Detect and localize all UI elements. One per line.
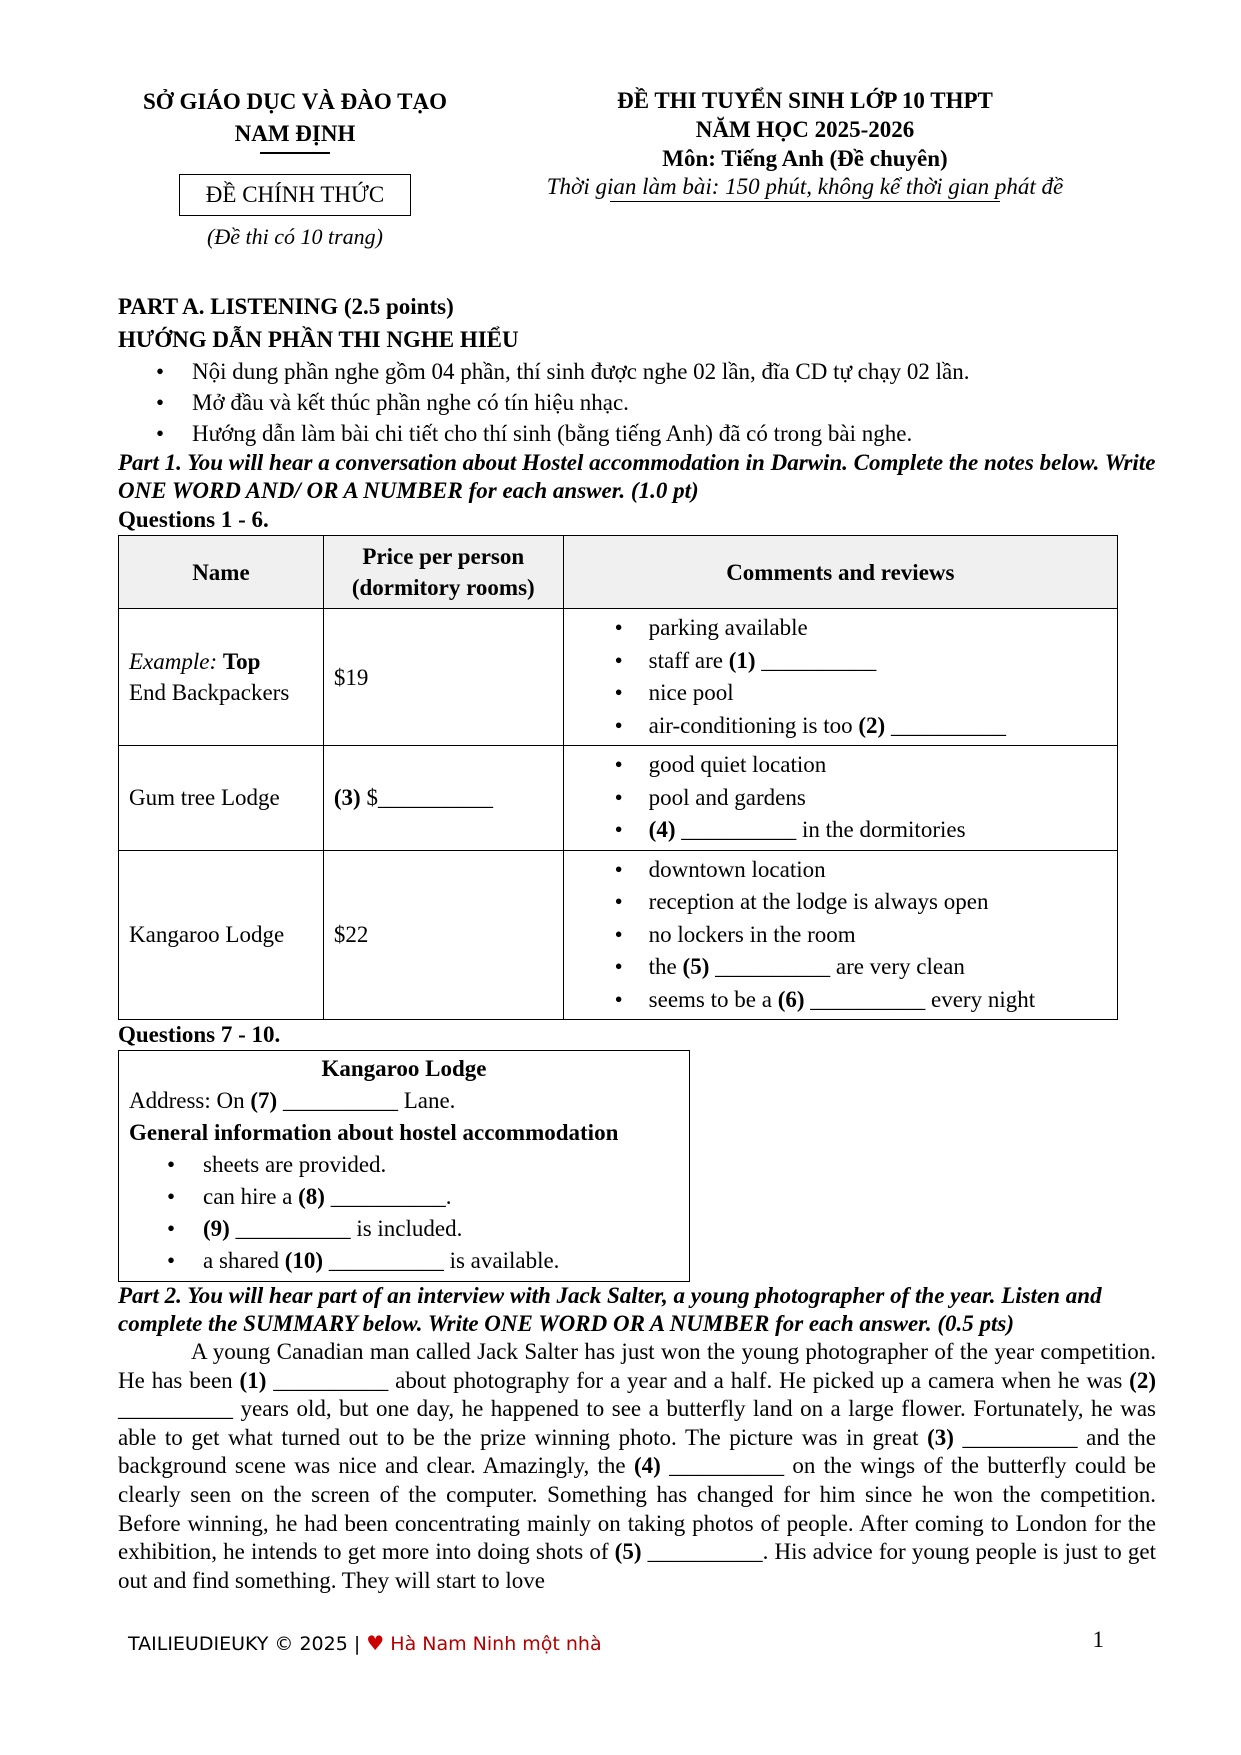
question-number: (10) bbox=[284, 1248, 324, 1273]
comment-item: • good quiet location bbox=[649, 749, 1117, 782]
comment-item bbox=[649, 710, 1117, 743]
part2-instruction: Part 2. You will hear part of an interview with Jack Salter, a young photographer of the year. Listen and complete the SUMMARY below. Write ONE WORD OR A NUMBER for each answer. (0.5 pts) bbox=[118, 1283, 1102, 1336]
exam-content bbox=[118, 290, 1163, 1595]
question-number: (4) bbox=[648, 817, 676, 842]
official-stamp-box: ĐỀ CHÍNH THỨC bbox=[179, 174, 411, 216]
box-title: Kangaroo Lodge bbox=[321, 1056, 487, 1081]
answer-blank: __________ every night bbox=[804, 986, 1036, 1012]
comments-cell bbox=[563, 609, 1117, 746]
questions-1-6-heading: Questions 1 - 6. bbox=[118, 507, 269, 532]
summary-text: __________ on the wings of the butterfly could be clearly seen on the screen of the computer. Something has changed for him since he won the competition. Before winning, he had been concentrating mainly on taking photos of people. After coming to London for the exhibition, he intends to get more into doing shots of bbox=[118, 1453, 1156, 1565]
comment-text: the bbox=[648, 954, 683, 979]
answer-blank: __________ bbox=[755, 647, 877, 673]
comment-text: staff are bbox=[648, 647, 729, 673]
question-number: (2) bbox=[858, 712, 886, 738]
comment-item bbox=[649, 984, 1117, 1017]
answer-blank: __________ is available. bbox=[323, 1248, 560, 1273]
hostel-name-cell: Gum tree Lodge bbox=[119, 746, 324, 851]
address-text: Address: On bbox=[129, 1088, 251, 1113]
answer-blank: __________ bbox=[885, 712, 1006, 738]
info-text: a shared bbox=[203, 1248, 285, 1273]
questions-7-10-heading: Questions 7 - 10. bbox=[118, 1022, 281, 1047]
answer-blank: __________ in the dormitories bbox=[675, 817, 966, 842]
info-item bbox=[203, 1181, 679, 1213]
question-number: (5) bbox=[682, 954, 710, 979]
heart-icon: ♥ bbox=[366, 1631, 385, 1655]
info-item bbox=[203, 1245, 679, 1277]
question-number: (9) bbox=[203, 1216, 230, 1241]
hostel-notes-table bbox=[118, 535, 1118, 1020]
comment-item: • no lockers in the room bbox=[649, 919, 1117, 952]
price-cell: $19 bbox=[323, 609, 563, 746]
info-item: • sheets are provided. bbox=[203, 1149, 679, 1181]
comments-cell bbox=[563, 850, 1117, 1020]
page-number: 1 bbox=[1092, 1627, 1104, 1652]
comment-item bbox=[649, 951, 1117, 984]
general-info-list bbox=[129, 1149, 679, 1277]
question-number: (8) bbox=[298, 1184, 325, 1209]
question-number: (5) bbox=[614, 1539, 642, 1565]
school-year: NĂM HỌC 2025-2026 bbox=[695, 117, 915, 142]
time-allowed: Thời gian làm bài: 150 phút, không kể thời gian phát đề bbox=[546, 174, 1064, 199]
question-number: (3) bbox=[927, 1424, 954, 1450]
col-price-header bbox=[323, 536, 563, 609]
comments-cell bbox=[563, 746, 1117, 851]
exam-title: ĐỀ THI TUYỂN SINH LỚP 10 THPT bbox=[617, 88, 993, 113]
summary-paragraph bbox=[118, 1338, 1156, 1595]
kangaroo-lodge-box bbox=[118, 1050, 690, 1282]
answer-blank: __________ is included. bbox=[229, 1216, 463, 1241]
province-name: NAM ĐỊNH bbox=[234, 121, 356, 146]
footer-slogan: Hà Nam Ninh một nhà bbox=[390, 1633, 602, 1655]
comment-text: air-conditioning is too bbox=[648, 712, 859, 738]
hostel-name-cell bbox=[119, 609, 324, 746]
example-label: Example: bbox=[129, 649, 218, 674]
summary-text: A young Canadian man called Jack Salter has just won the young photographer of the year competition. He has been bbox=[118, 1339, 1156, 1393]
col-name-header: Name bbox=[119, 536, 324, 609]
comment-item: • nice pool bbox=[649, 677, 1117, 710]
listening-guide-list bbox=[118, 356, 1163, 449]
address-line bbox=[129, 1085, 679, 1117]
summary-text: __________ and the background scene was nice and clear. Amazingly, the bbox=[118, 1424, 1156, 1479]
part1-instruction: Part 1. You will hear a conversation about Hostel accommodation in Darwin. Complete the notes below. Write ONE WORD AND/ OR A NUMBER for each answer. (1.0 pt) bbox=[118, 450, 1156, 503]
comment-item: • reception at the lodge is always open bbox=[649, 886, 1117, 919]
general-info-heading: General information about hostel accommodation bbox=[129, 1120, 619, 1145]
department-name: SỞ GIÁO DỤC VÀ ĐÀO TẠO bbox=[143, 89, 447, 114]
comment-item: • downtown location bbox=[649, 854, 1117, 887]
table-row bbox=[119, 850, 1118, 1020]
header-right bbox=[510, 86, 1100, 202]
price-header-line1: Price per person bbox=[362, 544, 525, 569]
answer-blank: __________ Lane. bbox=[277, 1088, 456, 1113]
header-divider bbox=[260, 152, 330, 154]
answer-blank: __________. bbox=[324, 1184, 452, 1209]
page-footer bbox=[128, 1627, 1114, 1655]
guide-item: • Hướng dẫn làm bài chi tiết cho thí sinh (bằng tiếng Anh) đã có trong bài nghe. bbox=[192, 418, 1163, 449]
summary-text: __________ years old, but one day, he happened to see a butterfly land on a large flower. Fortunately, he was able to get what turned out to be the prize winning photo. The picture was in great bbox=[118, 1396, 1156, 1450]
guide-item: • Nội dung phần nghe gồm 04 phần, thí sinh được nghe 02 lần, đĩa CD tự chạy 02 lần. bbox=[192, 356, 1163, 387]
header-right-divider bbox=[610, 201, 1000, 202]
price-cell: $22 bbox=[323, 850, 563, 1020]
hostel-name-cell: Kangaroo Lodge bbox=[119, 850, 324, 1020]
table-header-row bbox=[119, 536, 1118, 609]
guide-item: • Mở đầu và kết thúc phần nghe có tín hiệu nhạc. bbox=[192, 387, 1163, 418]
summary-text: __________. His advice for young people is just to get out and find something. They will start to love bbox=[118, 1539, 1156, 1593]
price-header-line2: (dormitory rooms) bbox=[351, 575, 535, 600]
part-a-title: PART A. LISTENING (2.5 points) bbox=[118, 294, 454, 319]
question-number: (6) bbox=[777, 986, 805, 1012]
hostel-name-rest: End Backpackers bbox=[129, 680, 290, 705]
price-cell bbox=[323, 746, 563, 851]
table-row bbox=[119, 609, 1118, 746]
col-comments-header: Comments and reviews bbox=[563, 536, 1117, 609]
header-left bbox=[110, 86, 480, 250]
question-number: (2) bbox=[1129, 1367, 1156, 1393]
answer-blank: __________ are very clean bbox=[709, 954, 965, 979]
comment-text: seems to be a bbox=[648, 986, 778, 1012]
hostel-name-bold: Top bbox=[222, 649, 261, 674]
listening-guide-title: HƯỚNG DẪN PHẦN THI NGHE HIỂU bbox=[118, 327, 519, 352]
comment-item: • parking available bbox=[649, 612, 1117, 645]
question-number: (3) bbox=[333, 785, 361, 811]
footer-brand: TAILIEUDIEUKY © 2025 | bbox=[128, 1633, 361, 1655]
answer-blank: $__________ bbox=[360, 785, 493, 811]
page-count-note: (Đề thi có 10 trang) bbox=[207, 224, 383, 249]
subject: Môn: Tiếng Anh (Đề chuyên) bbox=[662, 146, 948, 171]
info-item bbox=[203, 1213, 679, 1245]
question-number: (1) bbox=[239, 1367, 267, 1393]
info-text: can hire a bbox=[203, 1184, 299, 1209]
comment-item bbox=[649, 645, 1117, 678]
question-number: (7) bbox=[250, 1088, 278, 1113]
question-number: (4) bbox=[633, 1453, 661, 1479]
table-row bbox=[119, 746, 1118, 851]
summary-text: __________ about photography for a year and a half. He picked up a camera when he was bbox=[266, 1367, 1130, 1393]
question-number: (1) bbox=[728, 647, 756, 673]
comment-item bbox=[649, 814, 1117, 847]
comment-item: • pool and gardens bbox=[649, 782, 1117, 815]
